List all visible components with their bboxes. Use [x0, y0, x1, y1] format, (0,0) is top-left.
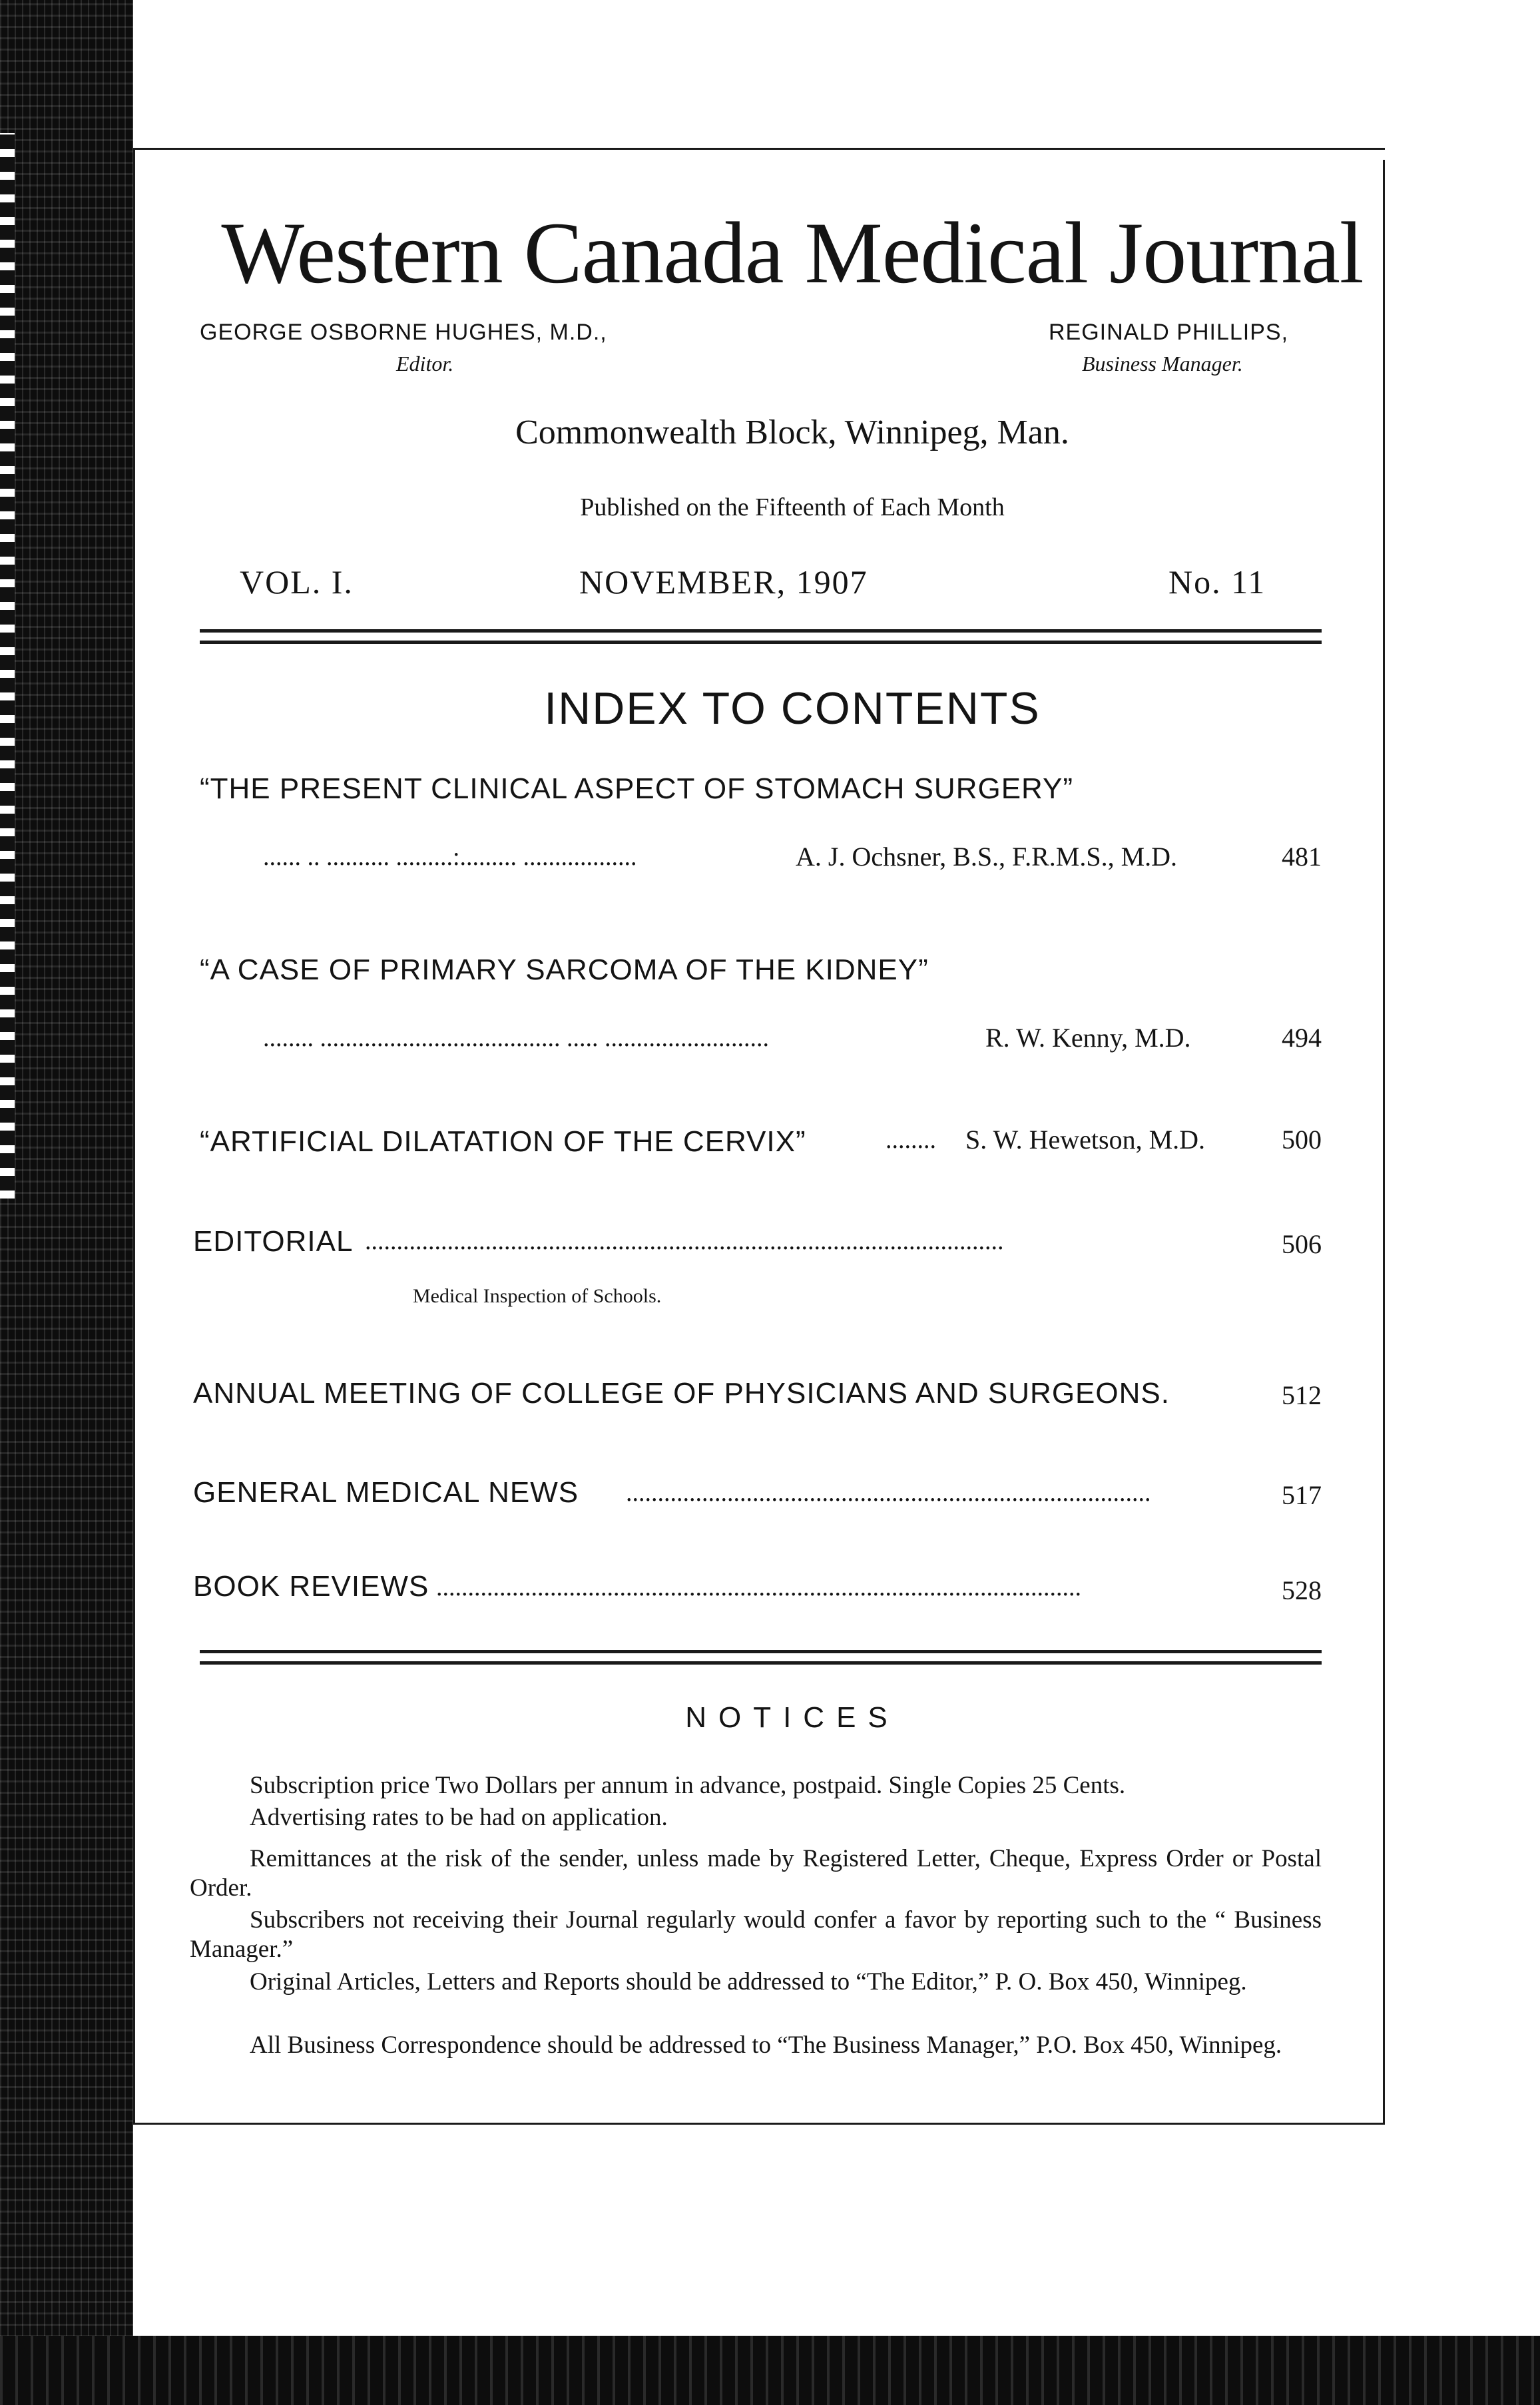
toc-entry-author: R. W. Kenny, M.D. [985, 1023, 1191, 1053]
notices-heading: NOTICES [685, 1701, 899, 1734]
toc-entry-title: BOOK REVIEWS [193, 1570, 429, 1603]
issue-number: No. 11 [1168, 563, 1266, 601]
toc-entry-leader: ..................................................................................................... [365, 1227, 1004, 1255]
notice-item: Remittances at the risk of the sender, unless made by Registered Letter, Cheque, Express Order or Postal Order. [190, 1845, 1322, 1902]
journal-title: Western Canada Medical Journal [221, 204, 1364, 302]
toc-entry-page: 517 [1282, 1480, 1322, 1510]
toc-entry-leader: ........ [886, 1126, 936, 1154]
masthead-rule-top [200, 629, 1322, 633]
bottom-scan-strip [0, 2336, 1540, 2405]
toc-entry-page: 528 [1282, 1575, 1322, 1605]
toc-entry-page: 481 [1282, 842, 1322, 872]
notice-item: Subscribers not receiving their Journal regularly would confer a favor by reporting such to the “ Business Manager.” [190, 1906, 1322, 1963]
toc-entry-leader: ...................................................................................................... [436, 1573, 1081, 1601]
index-rule-bottom [200, 1661, 1322, 1665]
toc-entry-leader: ................................................................................... [626, 1479, 1151, 1507]
editor-role: Editor. [396, 352, 454, 376]
toc-entry-title: “A CASE OF PRIMARY SARCOMA OF THE KIDNEY” [200, 953, 929, 986]
toc-entry-title: “THE PRESENT CLINICAL ASPECT OF STOMACH SURGERY” [200, 772, 1074, 805]
toc-entry-page: 506 [1282, 1229, 1322, 1259]
notice-item: Advertising rates to be had on application. [250, 1804, 668, 1831]
issue-date: NOVEMBER, 1907 [579, 563, 868, 601]
toc-entry-title: GENERAL MEDICAL NEWS [193, 1476, 579, 1509]
editor-name: GEORGE OSBORNE HUGHES, M.D., [200, 320, 607, 345]
frame-right-line [1383, 160, 1385, 2123]
notice-item: All Business Correspondence should be addressed to “The Business Manager,” P.O. Box 450, Winnipeg. [250, 2031, 1282, 2059]
toc-entry-author: A. J. Ochsner, B.S., F.R.M.S., M.D. [796, 842, 1178, 872]
index-rule-top [200, 1650, 1322, 1653]
toc-entry-page: 512 [1282, 1380, 1322, 1410]
toc-entry-author: S. W. Hewetson, M.D. [965, 1125, 1206, 1155]
binding-edge [0, 133, 15, 1199]
toc-entry-leader: ...... .. .......... .........:......... .................. [263, 843, 637, 871]
toc-entry-leader: ........ ...................................... ..... .......................... [263, 1024, 769, 1052]
frame-bottom-line [133, 2123, 1385, 2125]
manager-name: REGINALD PHILLIPS, [1049, 320, 1289, 345]
manager-role: Business Manager. [1082, 352, 1243, 376]
volume-label: VOL. I. [240, 563, 354, 601]
toc-entry-title: ANNUAL MEETING OF COLLEGE OF PHYSICIANS AND SURGEONS. [193, 1377, 1170, 1410]
toc-entry-page: 494 [1282, 1023, 1322, 1053]
index-heading: INDEX TO CONTENTS [544, 683, 1041, 734]
notice-item: Subscription price Two Dollars per annum in advance, postpaid. Single Copies 25 Cents. [250, 1772, 1126, 1799]
binding-strip [0, 0, 133, 2405]
toc-entry-title: EDITORIAL [193, 1225, 354, 1258]
masthead-rule-bottom [200, 641, 1322, 644]
journal-address: Commonwealth Block, Winnipeg, Man. [515, 413, 1069, 451]
notice-item: Original Articles, Letters and Reports should be addressed to “The Editor,” P. O. Box 450, Winnipeg. [250, 1968, 1247, 1996]
toc-entry-title: “ARTIFICIAL DILATATION OF THE CERVIX” [200, 1125, 806, 1158]
frame-top-line [133, 148, 1385, 150]
toc-entry-subtitle: Medical Inspection of Schools. [413, 1285, 662, 1307]
publication-frequency: Published on the Fifteenth of Each Month [580, 493, 1005, 521]
toc-entry-page: 500 [1282, 1125, 1322, 1155]
